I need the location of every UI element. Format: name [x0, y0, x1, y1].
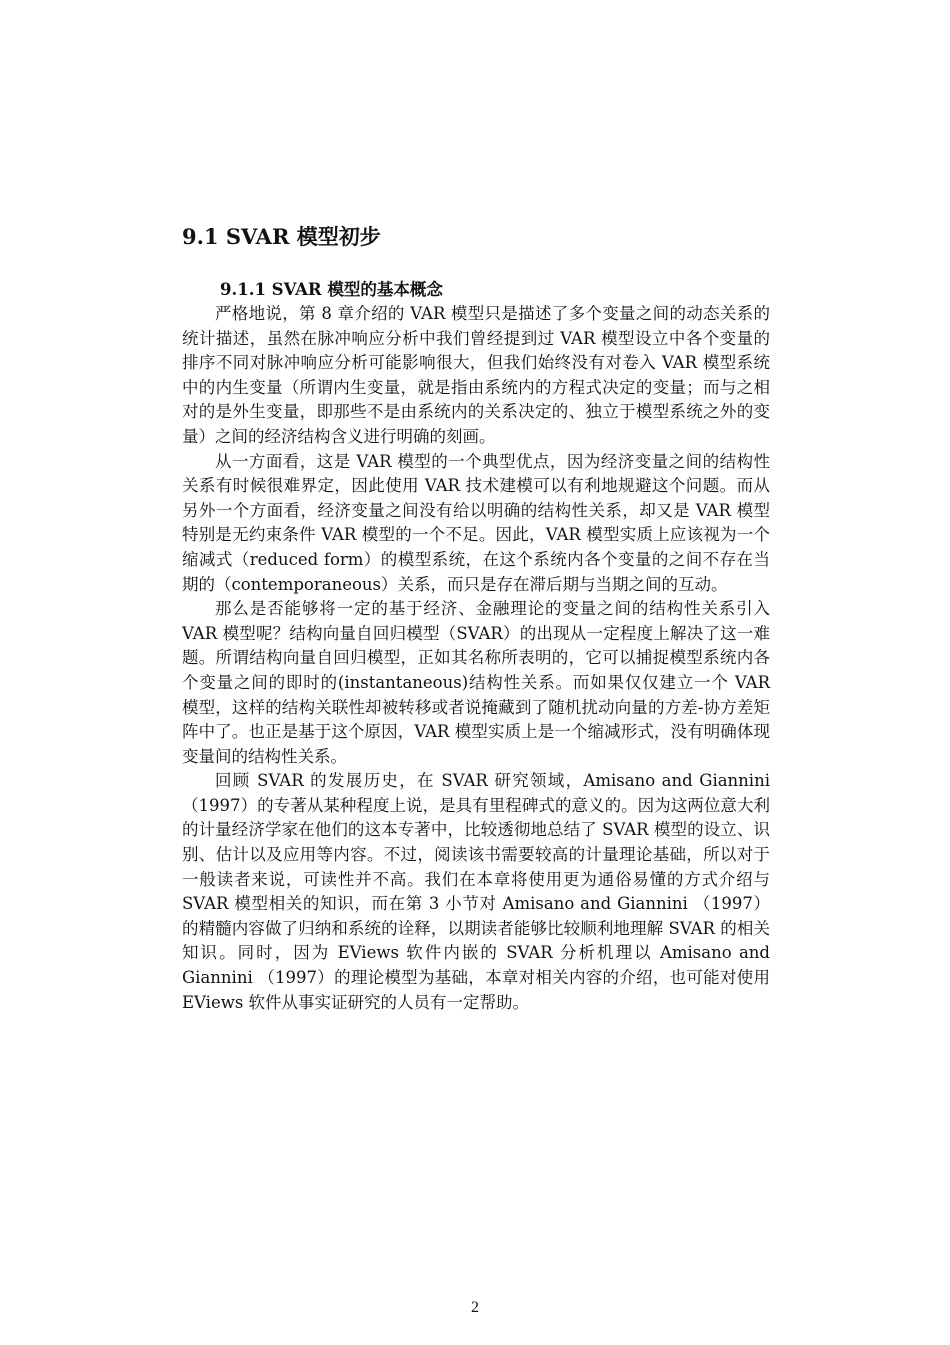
page-number: 2	[471, 1299, 479, 1316]
paragraph: 严格地说，第 8 章介绍的 VAR 模型只是描述了多个变量之间的动态关系的统计描述，虽然在脉冲响应分析中我们曾经提到过 VAR 模型设立中各个变量的排序不同对脉冲响应分析可能影响很大，但我们始终没有对卷入 VAR 模型系统中的内生变量（所谓内生变量，就是指由系统内的方程式决定的变量；而与之相对的是外生变量，即那些不是由系统内的关系决定的、独立于模型系统之外的变量）之间的经济结构含义进行明确的刻画。	[182, 304, 770, 446]
section-title: 9.1 SVAR 模型初步	[182, 224, 381, 249]
paragraph: 回顾 SVAR 的发展历史，在 SVAR 研究领域，Amisano and Giannini （1997）的专著从某种程度上说，是具有里程碑式的意义的。因为这两位意大利的计量经济学家在他们的这本专著中，比较透彻地总结了 SVAR 模型的设立、识别、估计以及应用等内容。不过，阅读该书需要较高的计量理论基础，所以对于一般读者来说，可读性并不高。我们在本章将使用更为通俗易懂的方式介绍与 SVAR 模型相关的知识，而在第 3 小节对 Amisano and Giannini （1997）的精髓内容做了归纳和系统的诠释，以期读者能够比较顺利地理解 SVAR 的相关知识。同时，因为 EViews 软件内嵌的 SVAR 分析机理以 Amisano and Giannini （1997）的理论模型为基础，本章对相关内容的介绍，也可能对使用 EViews 软件从事实证研究的人员有一定帮助。	[182, 771, 770, 1012]
paragraph: 从一方面看，这是 VAR 模型的一个典型优点，因为经济变量之间的结构性关系有时候很难界定，因此使用 VAR 技术建模可以有利地规避这个问题。而从另外一个方面看，经济变量之间没有给以明确的结构性关系，却又是 VAR 模型特别是无约束条件 VAR 模型的一个不足。因此，VAR 模型实质上应该视为一个缩减式（reduced form）的模型系统，在这个系统内各个变量的之间不存在当期的（contemporaneous）关系，而只是存在滞后期与当期之间的互动。	[182, 451, 770, 594]
paragraph: 那么是否能够将一定的基于经济、金融理论的变量之间的结构性关系引入 VAR 模型呢？结构向量自回归模型（SVAR）的出现从一定程度上解决了这一难题。所谓结构向量自回归模型，正如其名称所表明的，它可以捕捉模型系统内各个变量之间的即时的(instantaneous)结构性关系。而如果仅仅建立一个 VAR 模型，这样的结构关联性却被转移或者说掩藏到了随机扰动向量的方差-协方差矩阵中了。也正是基于这个原因，VAR 模型实质上是一个缩减形式，没有明确体现变量间的结构性关系。	[182, 599, 770, 766]
subsection-title: 9.1.1 SVAR 模型的基本概念	[220, 280, 443, 299]
body-text	[182, 302, 770, 1015]
